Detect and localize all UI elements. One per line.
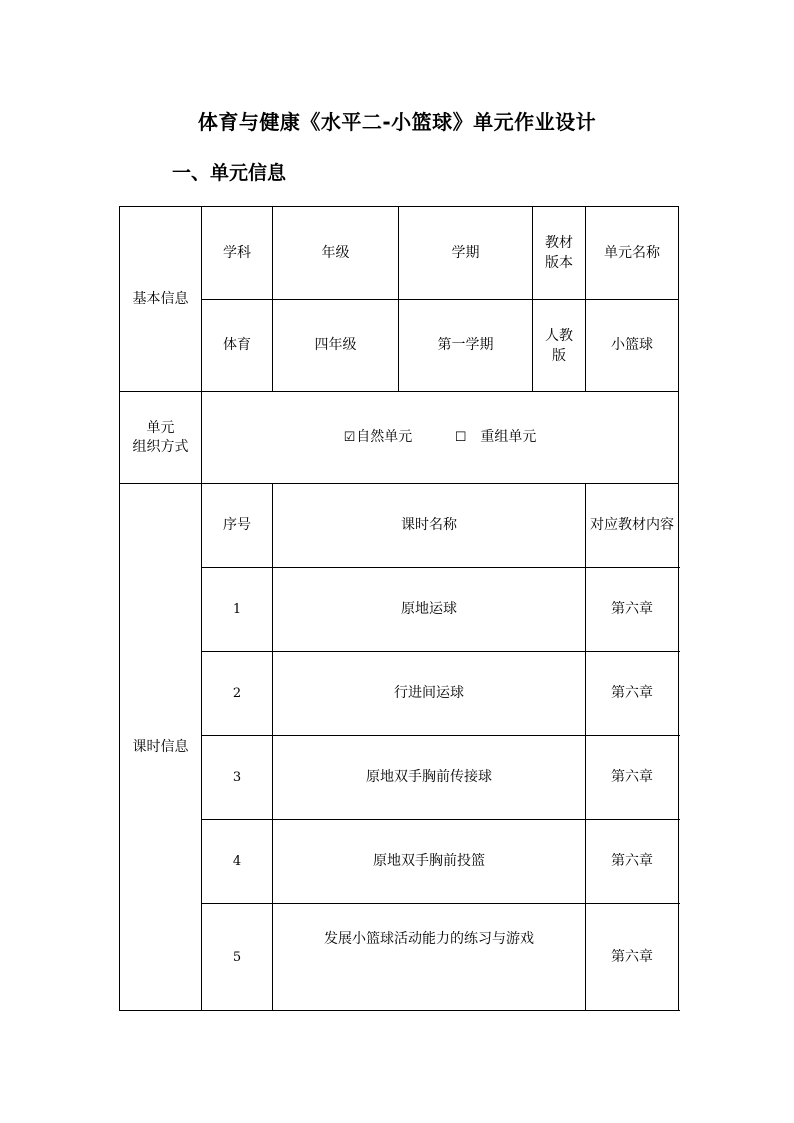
lessons-label: 课时信息 bbox=[120, 484, 202, 1011]
textbook-value-text: 人教版 bbox=[545, 327, 573, 364]
lesson-content: 第六章 bbox=[586, 568, 679, 652]
table-row bbox=[120, 904, 679, 1011]
lesson-name: 发展小篮球活动能力的练习与游戏 bbox=[273, 904, 586, 1011]
lessons-header-row bbox=[120, 484, 679, 568]
textbook-header-text: 教材版本 bbox=[545, 235, 573, 271]
basic-info-label: 基本信息 bbox=[120, 207, 202, 392]
lesson-no: 2 bbox=[202, 652, 273, 736]
grade-header: 年级 bbox=[273, 207, 399, 300]
lesson-content: 第六章 bbox=[586, 904, 679, 1011]
lesson-no: 3 bbox=[202, 736, 273, 820]
unit-name-header: 单元名称 bbox=[586, 207, 679, 300]
lesson-content: 第六章 bbox=[586, 652, 679, 736]
lesson-no: 5 bbox=[202, 904, 273, 1011]
lesson-name: 原地运球 bbox=[273, 568, 586, 652]
subject-header: 学科 bbox=[202, 207, 273, 300]
checked-box-icon[interactable]: ☑ bbox=[343, 430, 356, 445]
document-title: 体育与健康《水平二-小篮球》单元作业设计 bbox=[197, 110, 597, 134]
option-natural-unit-label: 自然单元 bbox=[356, 429, 413, 445]
lesson-no: 1 bbox=[202, 568, 273, 652]
organization-label-line2: 组织方式 bbox=[132, 438, 189, 455]
organization-options bbox=[202, 392, 679, 484]
unchecked-box-icon[interactable]: ☐ bbox=[454, 430, 467, 445]
unit-info-table bbox=[119, 206, 679, 1011]
lesson-content: 第六章 bbox=[586, 736, 679, 820]
organization-label-line1: 单元 bbox=[146, 419, 175, 436]
option-regrouped-unit[interactable] bbox=[455, 428, 537, 447]
lesson-no: 4 bbox=[202, 820, 273, 904]
term-header: 学期 bbox=[399, 207, 533, 300]
textbook-value bbox=[533, 300, 586, 392]
textbook-header bbox=[533, 207, 586, 300]
organization-label bbox=[120, 392, 202, 484]
term-value: 第一学期 bbox=[399, 300, 533, 392]
lesson-no-header: 序号 bbox=[202, 484, 273, 568]
table-row bbox=[120, 568, 679, 652]
option-natural-unit[interactable] bbox=[344, 428, 413, 447]
table-row bbox=[120, 736, 679, 820]
basic-header-row bbox=[120, 207, 679, 300]
lesson-content: 第六章 bbox=[586, 820, 679, 904]
table-row bbox=[120, 820, 679, 904]
lesson-name: 原地双手胸前投篮 bbox=[273, 820, 586, 904]
subject-value: 体育 bbox=[202, 300, 273, 392]
lesson-content-header: 对应教材内容 bbox=[586, 484, 679, 568]
lesson-name: 原地双手胸前传接球 bbox=[273, 736, 586, 820]
option-regrouped-unit-label: 重组单元 bbox=[480, 429, 537, 445]
section-heading: 一、单元信息 bbox=[172, 162, 287, 184]
basic-value-row bbox=[120, 300, 679, 392]
organization-row bbox=[120, 392, 679, 484]
table-row bbox=[120, 652, 679, 736]
unit-name-value: 小篮球 bbox=[586, 300, 679, 392]
grade-value: 四年级 bbox=[273, 300, 399, 392]
lesson-name: 行进间运球 bbox=[273, 652, 586, 736]
lesson-name-header: 课时名称 bbox=[273, 484, 586, 568]
